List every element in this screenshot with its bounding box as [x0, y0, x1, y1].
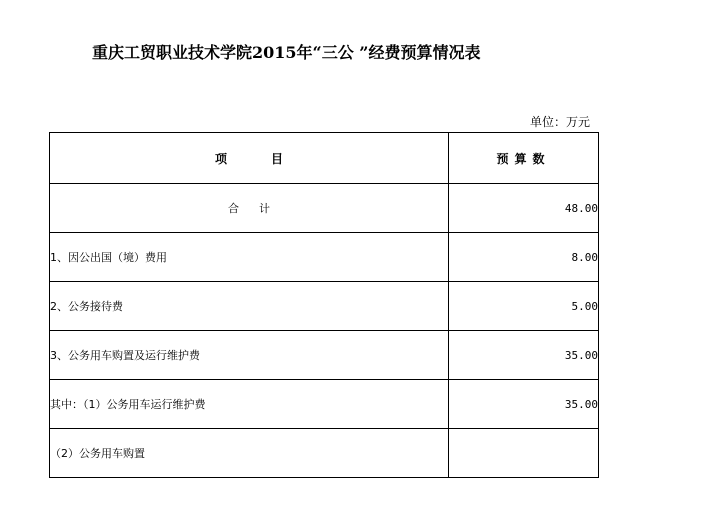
row-label: 1、因公出国（境）费用 [50, 233, 449, 282]
row-value: 35.00 [449, 380, 599, 429]
unit-label: 单位：万元 [530, 115, 591, 129]
header-budget-cell: 预算数 [449, 133, 599, 184]
row-value: 35.00 [449, 331, 599, 380]
table-header-row [50, 133, 599, 184]
table-row [50, 331, 599, 380]
total-label-part2: 计 [259, 202, 270, 215]
header-item-part2: 目 [271, 151, 284, 166]
header-item-part1: 项 [214, 151, 227, 166]
table-row [50, 282, 599, 331]
header-item-cell [50, 133, 449, 184]
total-value-cell: 48.00 [449, 184, 599, 233]
row-label: 3、公务用车购置及运行维护费 [50, 331, 449, 380]
total-label-part1: 合 [228, 202, 239, 215]
total-label-cell [50, 184, 449, 233]
budget-table [49, 132, 599, 478]
table-row [50, 380, 599, 429]
row-label: 2、公务接待费 [50, 282, 449, 331]
total-row [50, 184, 599, 233]
table-row [50, 233, 599, 282]
row-value: 8.00 [449, 233, 599, 282]
row-label: 其中：（1）公务用车运行维护费 [50, 380, 449, 429]
table-row [50, 429, 599, 478]
row-label: （2）公务用车购置 [50, 429, 449, 478]
row-value [449, 429, 599, 478]
row-value: 5.00 [449, 282, 599, 331]
page-title: 重庆工贸职业技术学院2015年“三公 ”经费预算情况表 [92, 43, 481, 62]
